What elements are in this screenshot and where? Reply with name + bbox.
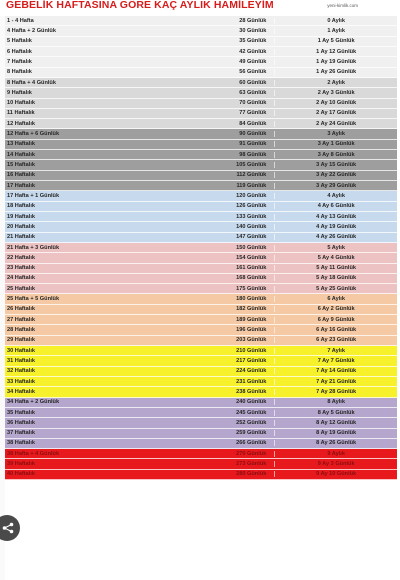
week-cell: 17 Hafta + 1 Günlük (7, 192, 60, 199)
months-cell: 8 Ay 5 Günlük (274, 410, 397, 416)
days-cell: 28 Günlük (239, 17, 267, 24)
week-cell: 34 Haftalık (7, 388, 35, 395)
table-row (5, 264, 397, 274)
months-cell: 6 Ay 2 Günlük (274, 306, 397, 312)
months-cell: 8 Ay 26 Günlük (274, 440, 397, 446)
week-cell: 23 Haftalık (7, 265, 35, 272)
week-cell: 28 Haftalık (7, 327, 35, 334)
table-row (5, 26, 397, 36)
week-cell: 9 Haftalık (7, 89, 32, 96)
months-cell: 1 Ay 5 Günlük (274, 38, 397, 44)
days-cell: 189 Günlük (236, 316, 267, 323)
week-cell: 5 Haftalık (7, 38, 32, 45)
days-cell: 119 Günlük (236, 182, 267, 189)
months-cell: 3 Ay 8 Günlük (274, 152, 397, 158)
days-cell: 56 Günlük (239, 69, 267, 76)
week-cell: 12 Hafta + 6 Günlük (7, 131, 60, 138)
days-cell: 196 Günlük (236, 327, 267, 334)
week-cell: 12 Haftalık (7, 120, 35, 127)
week-cell: 22 Haftalık (7, 254, 35, 261)
week-cell: 24 Haftalık (7, 275, 35, 282)
months-cell: 7 Ay 21 Günlük (274, 379, 397, 385)
days-cell: 133 Günlük (236, 213, 267, 220)
days-cell: 224 Günlük (236, 368, 267, 375)
months-cell: 3 Ay 1 Günlük (274, 141, 397, 147)
months-cell: 4 Ay 6 Günlük (274, 203, 397, 209)
table-row (5, 129, 397, 139)
months-cell: 1 Ay 26 Günlük (274, 69, 397, 75)
table-row (5, 418, 397, 428)
months-cell: 8 Ay 19 Günlük (274, 430, 397, 436)
week-cell: 27 Haftalık (7, 316, 35, 323)
week-cell: 38 Hafta + 4 Günlük (7, 450, 60, 457)
table-row (5, 212, 397, 222)
week-cell: 11 Haftalık (7, 110, 35, 117)
months-cell: 9 Ay 10 Günlük (274, 471, 397, 477)
header (0, 0, 400, 14)
months-cell: 2 Aylık (274, 80, 397, 86)
months-cell: 7 Ay 7 Günlük (274, 358, 397, 364)
days-cell: 182 Günlük (236, 306, 267, 313)
table-row (5, 171, 397, 181)
table-row (5, 387, 397, 397)
table-row (5, 315, 397, 325)
months-cell: 6 Ay 16 Günlük (274, 327, 397, 333)
days-cell: 280 Günlük (236, 471, 267, 478)
days-cell: 210 Günlük (236, 347, 267, 354)
week-cell: 35 Haftalık (7, 409, 35, 416)
days-cell: 30 Günlük (239, 27, 267, 34)
table-row (5, 140, 397, 150)
table-row (5, 16, 397, 26)
months-cell: 9 Aylık (274, 451, 397, 457)
days-cell: 90 Günlük (239, 131, 267, 138)
table-row (5, 243, 397, 253)
days-cell: 203 Günlük (236, 337, 267, 344)
months-cell: 7 Ay 28 Günlük (274, 389, 397, 395)
table-row (5, 253, 397, 263)
months-cell: 6 Ay 23 Günlük (274, 337, 397, 343)
days-cell: 112 Günlük (236, 172, 267, 179)
months-cell: 5 Ay 18 Günlük (274, 275, 397, 281)
days-cell: 70 Günlük (239, 100, 267, 107)
days-cell: 252 Günlük (236, 419, 267, 426)
days-cell: 77 Günlük (239, 110, 267, 117)
table-row (5, 429, 397, 439)
table-row (5, 336, 397, 346)
days-cell: 217 Günlük (236, 357, 267, 364)
table-row (5, 346, 397, 356)
months-cell: 4 Ay 13 Günlük (274, 214, 397, 220)
table-row (5, 294, 397, 304)
days-cell: 270 Günlük (236, 450, 267, 457)
week-cell: 6 Haftalık (7, 48, 32, 55)
months-cell: 2 Ay 10 Günlük (274, 100, 397, 106)
days-cell: 245 Günlük (236, 409, 267, 416)
table-row (5, 181, 397, 191)
months-cell: 4 Ay 26 Günlük (274, 234, 397, 240)
days-cell: 150 Günlük (236, 244, 267, 251)
week-cell: 40 Haftalık (7, 471, 35, 478)
week-cell: 16 Haftalık (7, 172, 35, 179)
week-cell: 1 - 4 Hafta (7, 17, 34, 24)
week-cell: 33 Haftalık (7, 378, 35, 385)
share-button[interactable] (0, 515, 20, 541)
week-cell: 31 Haftalık (7, 357, 35, 364)
pregnancy-week-table (5, 16, 397, 480)
days-cell: 266 Günlük (236, 440, 267, 447)
days-cell: 140 Günlük (236, 223, 267, 230)
week-cell: 20 Haftalık (7, 223, 35, 230)
week-cell: 10 Haftalık (7, 100, 35, 107)
week-cell: 13 Haftalık (7, 141, 35, 148)
days-cell: 168 Günlük (236, 275, 267, 282)
months-cell: 3 Aylık (274, 131, 397, 137)
week-cell: 32 Haftalık (7, 368, 35, 375)
table-row (5, 191, 397, 201)
days-cell: 147 Günlük (236, 234, 267, 241)
months-cell: 7 Ay 14 Günlük (274, 368, 397, 374)
days-cell: 161 Günlük (236, 265, 267, 272)
week-cell: 26 Haftalık (7, 306, 35, 313)
months-cell: 5 Aylık (274, 245, 397, 251)
table-row (5, 78, 397, 88)
days-cell: 60 Günlük (239, 79, 267, 86)
table-row (5, 459, 397, 469)
months-cell: 6 Aylık (274, 296, 397, 302)
table-row (5, 449, 397, 459)
week-cell: 25 Haftalık (7, 285, 35, 292)
days-cell: 273 Günlük (236, 461, 267, 468)
table-row (5, 99, 397, 109)
days-cell: 105 Günlük (236, 162, 267, 169)
months-cell: 6 Ay 9 Günlük (274, 317, 397, 323)
months-cell: 1 Aylık (274, 28, 397, 34)
week-cell: 25 Hafta + 5 Günlük (7, 296, 60, 303)
week-cell: 4 Hafta + 2 Günlük (7, 27, 56, 34)
table-row (5, 57, 397, 67)
months-cell: 2 Ay 24 Günlük (274, 121, 397, 127)
week-cell: 21 Haftalık (7, 234, 35, 241)
months-cell: 1 Ay 12 Günlük (274, 49, 397, 55)
week-cell: 29 Haftalık (7, 337, 35, 344)
week-cell: 36 Haftalık (7, 419, 35, 426)
table-row (5, 37, 397, 47)
months-cell: 4 Ay 19 Günlük (274, 224, 397, 230)
week-cell: 30 Haftalık (7, 347, 35, 354)
days-cell: 49 Günlük (239, 58, 267, 65)
days-cell: 240 Günlük (236, 399, 267, 406)
months-cell: 8 Ay 12 Günlük (274, 420, 397, 426)
months-cell: 5 Ay 11 Günlük (274, 265, 397, 271)
days-cell: 126 Günlük (236, 203, 267, 210)
table-row (5, 222, 397, 232)
table-row (5, 398, 397, 408)
months-cell: 8 Aylık (274, 399, 397, 405)
days-cell: 98 Günlük (239, 151, 267, 158)
table-row (5, 150, 397, 160)
table-row (5, 284, 397, 294)
days-cell: 231 Günlük (236, 378, 267, 385)
share-icon (2, 522, 14, 534)
table-row (5, 305, 397, 315)
days-cell: 238 Günlük (236, 388, 267, 395)
days-cell: 120 Günlük (236, 192, 267, 199)
week-cell: 37 Haftalık (7, 430, 35, 437)
table-row (5, 377, 397, 387)
months-cell: 3 Ay 15 Günlük (274, 162, 397, 168)
table-row (5, 47, 397, 57)
week-cell: 18 Haftalık (7, 203, 35, 210)
months-cell: 4 Aylık (274, 193, 397, 199)
months-cell: 3 Ay 22 Günlük (274, 172, 397, 178)
months-cell: 5 Ay 25 Günlük (274, 286, 397, 292)
days-cell: 84 Günlük (239, 120, 267, 127)
table-row (5, 367, 397, 377)
days-cell: 35 Günlük (239, 38, 267, 45)
table-row (5, 119, 397, 129)
table-row (5, 356, 397, 366)
months-cell: 1 Ay 19 Günlük (274, 59, 397, 65)
week-cell: 14 Haftalık (7, 151, 35, 158)
table-row (5, 470, 397, 480)
table-row (5, 68, 397, 78)
months-cell: 0 Aylık (274, 18, 397, 24)
table-row (5, 109, 397, 119)
days-cell: 42 Günlük (239, 48, 267, 55)
week-cell: 8 Hafta + 4 Günlük (7, 79, 56, 86)
months-cell: 2 Ay 17 Günlük (274, 110, 397, 116)
table-row (5, 202, 397, 212)
table-row (5, 160, 397, 170)
table-row (5, 88, 397, 98)
week-cell: 21 Hafta + 3 Günlük (7, 244, 60, 251)
months-cell: 7 Aylık (274, 348, 397, 354)
months-cell: 5 Ay 4 Günlük (274, 255, 397, 261)
months-cell: 2 Ay 3 Günlük (274, 90, 397, 96)
site-watermark: yeni-kimlik.com (327, 3, 358, 8)
table-row (5, 408, 397, 418)
days-cell: 63 Günlük (239, 89, 267, 96)
days-cell: 154 Günlük (236, 254, 267, 261)
days-cell: 175 Günlük (236, 285, 267, 292)
months-cell: 9 Ay 3 Günlük (274, 461, 397, 467)
days-cell: 180 Günlük (236, 296, 267, 303)
week-cell: 8 Haftalık (7, 69, 32, 76)
table-row (5, 274, 397, 284)
table-row (5, 439, 397, 449)
week-cell: 34 Hafta + 2 Günlük (7, 399, 60, 406)
week-cell: 15 Haftalık (7, 162, 35, 169)
days-cell: 91 Günlük (239, 141, 267, 148)
week-cell: 19 Haftalık (7, 213, 35, 220)
week-cell: 38 Haftalık (7, 440, 35, 447)
table-row (5, 233, 397, 243)
week-cell: 17 Haftalık (7, 182, 35, 189)
week-cell: 39 Haftalık (7, 461, 35, 468)
table-row (5, 325, 397, 335)
days-cell: 259 Günlük (236, 430, 267, 437)
months-cell: 3 Ay 29 Günlük (274, 183, 397, 189)
page-title: GEBELİK HAFTASINA GÖRE KAÇ AYLIK HAMİLEYİM (6, 0, 274, 11)
week-cell: 7 Haftalık (7, 58, 32, 65)
